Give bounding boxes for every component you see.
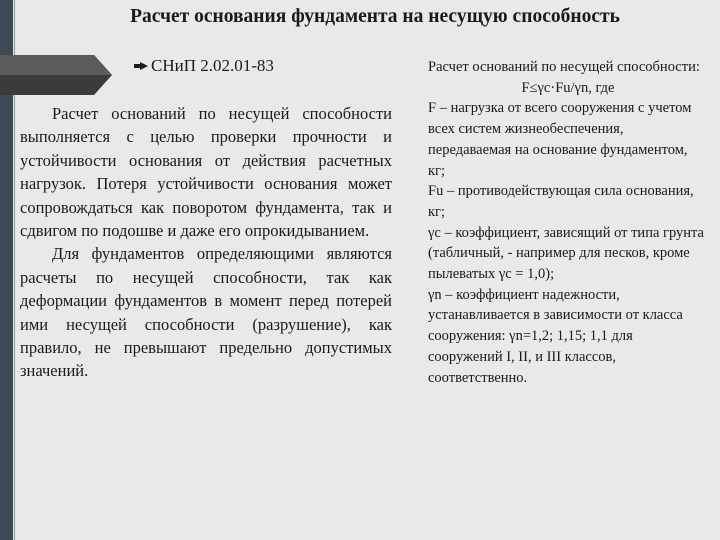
- definition-f: F – нагрузка от всего сооружения с учетом всех систем жизнеобеспечения, передаваемая на основание фундаментом, кг;: [428, 100, 692, 179]
- formula: F≤γc·Fu/γn, где: [521, 79, 615, 96]
- left-paragraph-2: Для фундаментов определяющими являются расчеты по несущей способности, так как деформации фундаментов в момент перед потерей ими несущей способности (разрушение), как правило, не превышают предельно допустимых значений.: [20, 244, 392, 381]
- definition-gamma-n: γn – коэффициент надежности, устанавливается в зависимости от класса сооружения: γn=1,2; 1,15; 1,1 для сооружений I, II, и III классов, соответственно.: [428, 286, 683, 386]
- arrow-bullet-icon: [140, 62, 148, 70]
- page-title: Расчет основания фундамента на несущую способность: [130, 6, 620, 27]
- definition-gamma-c: γc – коэффициент, зависящий от типа грунта (табличный, - например для песков, кроме пылеватых γc = 1,0);: [428, 224, 704, 283]
- arrow-banner-shape: [0, 55, 112, 95]
- left-text-column: [20, 102, 392, 383]
- left-paragraph-1: Расчет оснований по несущей способности выполняется с целью проверки прочности и устойчивости основания от действия расчетных нагрузок. Потеря устойчивости основания может сопровождаться как поворотом фундамента, так и сдвигом по подошве и даже его опрокидыванием.: [20, 104, 392, 241]
- right-text-column: [428, 57, 708, 388]
- subtitle-text: СНиП 2.02.01-83: [151, 56, 274, 75]
- right-intro: Расчет оснований по несущей способности:: [428, 59, 700, 75]
- subtitle: [140, 56, 274, 76]
- definition-fu: Fu – противодействующая сила основания, кг;: [428, 183, 694, 220]
